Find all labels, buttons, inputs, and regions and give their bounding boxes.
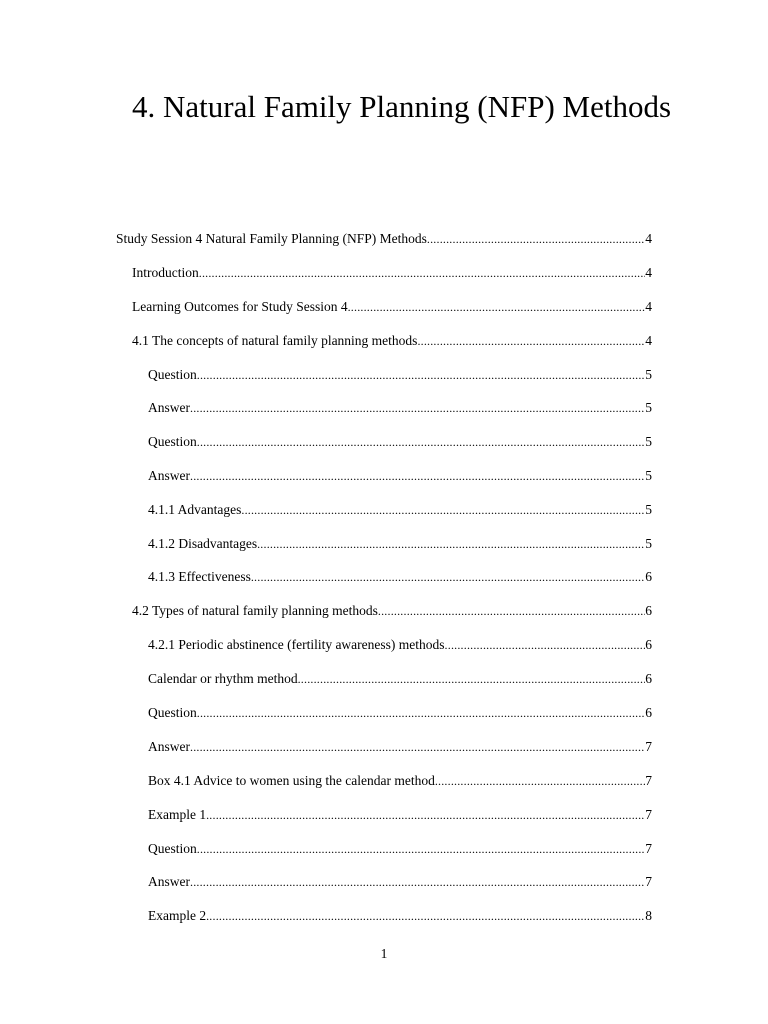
toc-entry[interactable] — [148, 398, 652, 418]
toc-entry-page: 7 — [645, 841, 652, 856]
toc-entry-page: 6 — [645, 671, 652, 686]
toc-entry-page: 6 — [645, 637, 652, 652]
toc-entry-label: Study Session 4 Natural Family Planning (NFP) Methods — [116, 231, 427, 246]
toc-dot-leader — [378, 601, 645, 621]
toc-entry-page: 7 — [645, 874, 652, 889]
toc-entry[interactable] — [148, 534, 652, 554]
toc-entry[interactable] — [148, 567, 652, 587]
toc-entry-page: 4 — [645, 265, 652, 280]
toc-entry-label: Answer — [148, 400, 190, 415]
toc-entry-page: 4 — [645, 299, 652, 314]
toc-entry[interactable] — [148, 635, 652, 655]
toc-entry-label: Question — [148, 367, 197, 382]
toc-dot-leader — [417, 331, 645, 351]
toc-entry-label: Answer — [148, 874, 190, 889]
toc-dot-leader — [445, 635, 646, 655]
toc-dot-leader — [197, 839, 646, 859]
toc-entry-label: 4.1.2 Disadvantages — [148, 536, 258, 551]
toc-entry-page: 7 — [645, 773, 652, 788]
toc-dot-leader — [427, 229, 645, 249]
toc-entry-page: 5 — [645, 502, 652, 517]
toc-dot-leader — [348, 297, 646, 317]
toc-entry-page: 5 — [645, 536, 652, 551]
toc-entry-label: Box 4.1 Advice to women using the calendar method — [148, 773, 435, 788]
toc-entry[interactable] — [148, 432, 652, 452]
toc-entry-page: 6 — [645, 603, 652, 618]
toc-entry-label: Example 2 — [148, 908, 207, 923]
toc-entry-label: 4.2.1 Periodic abstinence (fertility awareness) methods — [148, 637, 445, 652]
toc-entry[interactable] — [148, 365, 652, 385]
toc-entry-page: 4 — [645, 333, 652, 348]
toc-dot-leader — [199, 263, 646, 283]
toc-entry-page: 5 — [645, 468, 652, 483]
toc-entry-page: 7 — [645, 807, 652, 822]
toc-entry-page: 5 — [645, 367, 652, 382]
page-title: 4. Natural Family Planning (NFP) Methods — [132, 89, 672, 124]
toc-entry[interactable] — [148, 737, 652, 757]
toc-entry[interactable] — [148, 906, 652, 926]
toc-entry[interactable] — [148, 466, 652, 486]
toc-entry-label: Learning Outcomes for Study Session 4 — [132, 299, 348, 314]
toc-entry[interactable] — [148, 771, 652, 791]
toc-entry-page: 6 — [645, 705, 652, 720]
toc-dot-leader — [257, 534, 645, 554]
toc-entry[interactable] — [132, 263, 652, 283]
toc-dot-leader — [197, 703, 646, 723]
toc-entry-label: 4.2 Types of natural family planning methods — [132, 603, 378, 618]
toc-entry[interactable] — [148, 839, 652, 859]
toc-entry[interactable] — [148, 669, 652, 689]
toc-entry-page: 4 — [645, 231, 652, 246]
toc-dot-leader — [435, 771, 645, 791]
toc-entry[interactable] — [148, 872, 652, 892]
toc-entry[interactable] — [132, 331, 652, 351]
toc-dot-leader — [190, 398, 645, 418]
toc-dot-leader — [241, 500, 645, 520]
toc-entry[interactable] — [132, 297, 652, 317]
toc-dot-leader — [206, 906, 645, 926]
toc-entry-label: Question — [148, 841, 197, 856]
toc-dot-leader — [251, 567, 645, 587]
toc-entry-label: Question — [148, 705, 197, 720]
toc-entry-page: 5 — [645, 400, 652, 415]
toc-dot-leader — [197, 365, 646, 385]
toc-entry[interactable] — [116, 229, 652, 249]
toc-entry-label: Calendar or rhythm method — [148, 671, 298, 686]
toc-entry-label: Question — [148, 434, 197, 449]
toc-entry-page: 7 — [645, 739, 652, 754]
toc-dot-leader — [190, 737, 645, 757]
toc-entry-label: Introduction — [132, 265, 199, 280]
toc-entry-label: 4.1 The concepts of natural family planning methods — [132, 333, 418, 348]
toc-entry[interactable] — [148, 500, 652, 520]
toc-entry[interactable] — [148, 805, 652, 825]
toc-entry[interactable] — [132, 601, 652, 621]
toc-dot-leader — [206, 805, 645, 825]
toc-dot-leader — [298, 669, 646, 689]
toc-entry-label: 4.1.3 Effectiveness — [148, 569, 251, 584]
toc-entry-label: Answer — [148, 739, 190, 754]
toc-entry[interactable] — [148, 703, 652, 723]
toc-entry-label: Example 1 — [148, 807, 207, 822]
toc-dot-leader — [190, 872, 645, 892]
toc-entry-page: 5 — [645, 434, 652, 449]
toc-dot-leader — [190, 466, 645, 486]
toc-entry-page: 6 — [645, 569, 652, 584]
toc-entry-page: 8 — [645, 908, 652, 923]
toc-entry-label: 4.1.1 Advantages — [148, 502, 242, 517]
toc-dot-leader — [197, 432, 646, 452]
page-number: 1 — [380, 946, 388, 961]
toc-entry-label: Answer — [148, 468, 190, 483]
